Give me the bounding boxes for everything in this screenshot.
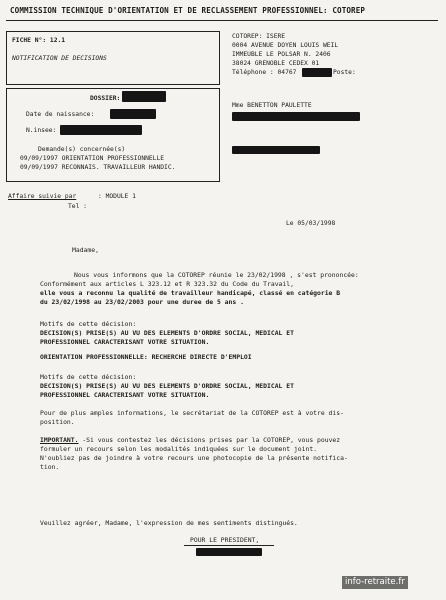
motifs-1-line-1: DECISION(S) PRISE(S) AU VU DES ELEMENTS D'ORDRE SOCIAL, MEDICAL ET — [40, 329, 294, 337]
decision-line-2: Conformément aux articles L 323.12 et R 323.32 du Code du Travail, — [40, 280, 294, 288]
demande-line-2: 09/09/1997 RECONNAIS. TRAVAILLEUR HANDIC. — [20, 164, 176, 171]
important-line-4: tion. — [40, 463, 60, 471]
motifs-2-label: Motifs de cette décision: — [40, 373, 137, 381]
dossier-label: DOSSIER: — [90, 95, 121, 102]
fiche-subject: NOTIFICATION DE DECISIONS — [12, 55, 107, 62]
fiche-number: FICHE N°: 12.1 — [12, 37, 66, 44]
decision-line-1: Nous vous informons que la COTOREP réunie le 23/02/1998 , s'est prononcée: — [74, 271, 359, 279]
salutation: Madame, — [72, 246, 99, 254]
motifs-2-line-1: DECISION(S) PRISE(S) AU VU DES ELEMENTS D'ORDRE SOCIAL, MEDICAL ET — [40, 382, 294, 390]
demandes-label: Demande(s) concernée(s) — [38, 146, 126, 153]
important-line-2: formuler un recours selon les modalités indiquées sur le document joint. — [40, 445, 318, 453]
orientation-line: ORIENTATION PROFESSIONNELLE: RECHERCHE DIRECTE D'EMPLOI — [40, 353, 252, 361]
decision-line-3: elle vous a reconnu la qualité de travailleur handicapé, classé en catégorie B — [40, 289, 341, 297]
motifs-1-label: Motifs de cette décision: — [40, 320, 137, 328]
address-poste: Poste: — [333, 69, 356, 76]
phone-redaction — [302, 68, 332, 77]
affaire-label: Affaire suivie par — [8, 193, 77, 200]
demande-line-1: 09/09/1997 ORIENTATION PROFESSIONNELLE — [20, 155, 165, 162]
recipient-name: Mme BENETTON PAULETTE — [232, 102, 312, 109]
address-line-4: 38024 GRENOBLE CEDEX 01 — [232, 60, 320, 67]
recipient-address-redaction-2 — [232, 146, 320, 154]
affaire-tel-label: Tel : — [68, 203, 87, 210]
address-line-2: 0004 AVENUE DOYEN LOUIS WEIL — [232, 42, 339, 49]
signature-label: POUR LE PRESIDENT, — [190, 536, 260, 544]
dob-redaction — [110, 109, 156, 119]
insee-label: N.insee: — [26, 127, 57, 134]
important-paragraph — [40, 436, 340, 444]
info-line-2: position. — [40, 418, 75, 426]
affaire-value: : MODULE 1 — [98, 193, 136, 200]
important-line-1: -Si vous contestez les décisions prises par la COTOREP, vous pouvez — [78, 436, 341, 444]
title-rule — [6, 20, 438, 21]
document-title: COMMISSION TECHNIQUE D'ORIENTATION ET DE RECLASSEMENT PROFESSIONNEL: COTOREP — [10, 6, 366, 15]
address-line-3: IMMEUBLE LE POLSAR N. 2406 — [232, 51, 331, 58]
letter-date: Le 05/03/1998 — [286, 220, 336, 227]
signature-line — [184, 545, 274, 546]
decision-line-4: du 23/02/1998 au 23/02/2003 pour une duree de 5 ans . — [40, 298, 244, 306]
site-watermark: info-retraite.fr — [342, 576, 408, 589]
important-line-3: N'oubliez pas de joindre à votre recours une photocopie de la présente notifica- — [40, 454, 348, 462]
address-line-1: COTOREP: ISERE — [232, 33, 286, 40]
dossier-redaction — [122, 91, 166, 102]
closing-line: Veuillez agréer, Madame, l'expression de mes sentiments distingués. — [40, 519, 298, 527]
insee-redaction — [60, 125, 142, 135]
important-label: IMPORTANT. — [40, 436, 79, 444]
recipient-address-redaction-1 — [232, 112, 360, 121]
info-line-1: Pour de plus amples informations, le secrétariat de la COTOREP est à votre dis- — [40, 409, 344, 417]
address-phone: Téléphone : 04767 — [232, 69, 297, 76]
motifs-2-line-2: PROFESSIONNEL CARACTERISANT VOTRE SITUATION. — [40, 391, 210, 399]
signature-redaction — [196, 548, 262, 556]
motifs-1-line-2: PROFESSIONNEL CARACTERISANT VOTRE SITUATION. — [40, 338, 210, 346]
dob-label: Date de naissance: — [26, 111, 95, 118]
